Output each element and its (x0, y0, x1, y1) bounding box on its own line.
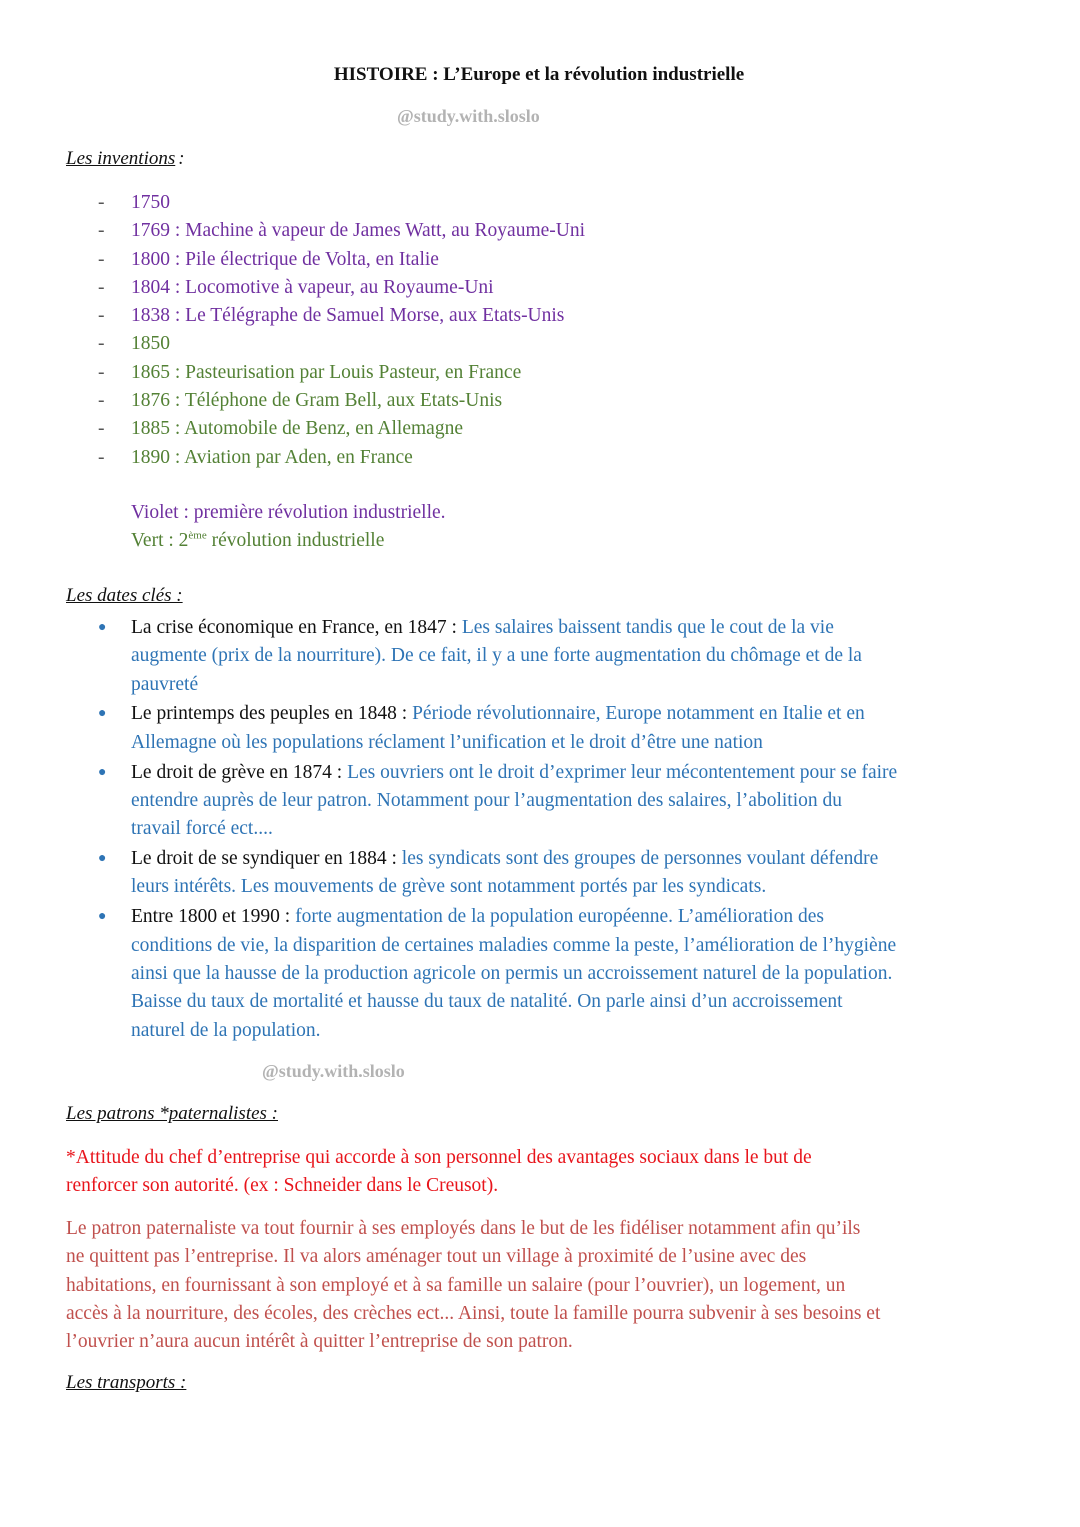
paternalisme-definition (66, 1144, 812, 1201)
date-item-line (131, 729, 865, 757)
date-item-description: leurs intérêts. Les mouvements de grève sont notamment portés par les syndicats. (131, 876, 767, 898)
invention-item (98, 387, 585, 415)
invention-text: 1890 : Aviation par Aden, en France (131, 446, 413, 468)
date-item-content (131, 614, 862, 699)
invention-text: 1885 : Automobile de Benz, en Allemagne (131, 418, 463, 440)
date-item-line (131, 960, 896, 988)
body-line: ne quittent pas l’entreprise. Il va alors aménager tout un village à proximité de l’usine avec des (66, 1246, 807, 1268)
transports-heading: Les transports : (66, 1372, 187, 1393)
date-item-line (131, 614, 862, 642)
dash-bullet-icon: - (98, 361, 105, 383)
dash-bullet-icon: - (98, 333, 105, 355)
invention-text: 1838 : Le Télégraphe de Samuel Morse, aux Etats-Unis (131, 305, 565, 327)
date-item-line (131, 759, 897, 787)
date-item-label: Le droit de grève en 1874 : (131, 761, 348, 783)
invention-item (98, 217, 585, 245)
inventions-heading-text: Les inventions (66, 148, 176, 169)
dash-bullet-icon: - (98, 220, 105, 242)
invention-item (98, 444, 585, 472)
date-item-description: les syndicats sont des groupes de personnes voulant défendre (401, 848, 879, 870)
date-item (98, 700, 897, 757)
date-item-description: Allemagne où les populations réclament l’unification et le droit d’être une nation (131, 731, 763, 753)
legend-vert-text-end: révolution industrielle (206, 530, 385, 552)
date-item (98, 614, 897, 699)
invention-text: 1865 : Pasteurisation par Louis Pasteur, en France (131, 361, 522, 383)
date-item-line (131, 845, 878, 873)
body-line: Le patron paternaliste va tout fournir à ses employés dans le but de les fidéliser notamment afin qu’ils (66, 1218, 861, 1239)
date-item-line (131, 642, 862, 670)
invention-text: 1804 : Locomotive à vapeur, au Royaume-Uni (131, 276, 494, 298)
date-item-label: Le printemps des peuples en 1848 : (131, 703, 413, 725)
invention-text: 1800 : Pile électrique de Volta, en Italie (131, 248, 439, 270)
invention-item (98, 302, 585, 330)
invention-item (98, 189, 585, 217)
invention-text: 1769 : Machine à vapeur de James Watt, au Royaume-Uni (131, 220, 586, 242)
invention-item (98, 246, 585, 274)
invention-text: 1850 (131, 333, 170, 355)
date-item-line (131, 932, 896, 960)
definition-line: renforcer son autorité. (ex : Schneider dans le Creusot). (66, 1175, 499, 1197)
heading-colon: : (178, 148, 185, 169)
invention-text: 1750 (131, 192, 170, 213)
watermark: @study.with.sloslo (397, 106, 540, 126)
date-item-description: Les ouvriers ont le droit d’exprimer leur mécontentement pour se faire (347, 761, 898, 783)
date-item-label: Le droit de se syndiquer en 1884 : (131, 848, 402, 870)
invention-item (98, 359, 585, 387)
dash-bullet-icon: - (98, 305, 105, 327)
invention-item (98, 330, 585, 358)
bullet-icon: ● (98, 851, 107, 867)
date-item-content (131, 903, 896, 1044)
date-item-description: Les salaires baissent tandis que le cout de la vie (461, 617, 834, 638)
legend-vert-sup: ème (188, 529, 207, 542)
bullet-icon: ● (98, 706, 107, 722)
dash-bullet-icon: - (98, 446, 105, 468)
date-item-line (131, 671, 862, 699)
date-item-line (131, 1017, 896, 1045)
date-item-label: Entre 1800 et 1990 : (131, 906, 296, 928)
date-item-description: naturel de la population. (131, 1019, 321, 1041)
color-legend (131, 499, 446, 556)
date-item-description: augmente (prix de la nourriture). De ce fait, il y a une forte augmentation du chômage et de la (131, 645, 862, 667)
legend-violet: Violet : première révolution industrielle. (131, 502, 446, 523)
date-item-content (131, 759, 897, 844)
dash-bullet-icon: - (98, 276, 105, 298)
date-item (98, 845, 897, 902)
date-item-description: Période révolutionnaire, Europe notamment en Italie et en (412, 703, 865, 725)
date-item-description: forte augmentation de la population européenne. L’amélioration des (295, 906, 824, 928)
invention-text: 1876 : Téléphone de Gram Bell, aux Etats-Unis (131, 390, 503, 412)
date-item-description: conditions de vie, la disparition de certaines maladies comme la peste, l’amélioration de l’hygiène (131, 934, 897, 956)
page-title (0, 64, 1080, 86)
bullet-icon: ● (98, 909, 107, 925)
legend-vert (131, 527, 446, 555)
date-item (98, 759, 897, 844)
paternalisme-body (66, 1215, 880, 1356)
date-item-content (131, 700, 865, 757)
date-item-description: Baisse du taux de mortalité et hausse du taux de natalité. On parle ainsi d’un accroissement (131, 991, 843, 1013)
inventions-list (98, 189, 585, 472)
invention-item (98, 274, 585, 302)
watermark-2: @study.with.sloslo (262, 1061, 405, 1081)
date-item-line (131, 873, 878, 901)
date-item-label: La crise économique en France, en 1847 : (131, 617, 462, 638)
dash-bullet-icon: - (98, 192, 105, 213)
definition-line: *Attitude du chef d’entreprise qui accorde à son personnel des avantages sociaux dans le but de (66, 1147, 812, 1168)
legend-vert-text: Vert : 2 (131, 530, 189, 552)
date-item-description: pauvreté (131, 673, 199, 695)
date-item-line (131, 787, 897, 815)
date-item-line (131, 903, 896, 931)
date-item-line (131, 988, 896, 1016)
patrons-heading: Les patrons *paternalistes : (66, 1103, 278, 1124)
date-item-description: ainsi que la hausse de la production agricole on permis un accroissement naturel de la population. (131, 962, 893, 984)
bullet-icon: ● (98, 620, 107, 635)
dash-bullet-icon: - (98, 418, 105, 440)
date-item (98, 903, 897, 1044)
dash-bullet-icon: - (98, 390, 105, 412)
bullet-icon: ● (98, 764, 107, 780)
invention-item (98, 415, 585, 443)
date-item-description: travail forcé ect.... (131, 818, 273, 840)
date-item-line (131, 700, 865, 728)
date-item-line (131, 815, 897, 843)
title-text: HISTOIRE : L’Europe et la révolution industrielle (333, 64, 745, 85)
date-item-content (131, 845, 878, 902)
dates-list (98, 614, 897, 1046)
dates-heading: Les dates clés : (66, 585, 183, 606)
body-line: habitations, en fournissant à son employé et à sa famille un salaire (pour l’ouvrier), un logement, un (66, 1274, 846, 1296)
inventions-heading (66, 148, 185, 170)
body-line: accès à la nourriture, des écoles, des crèches ect... Ainsi, toute la famille pourra subvenir à ses besoins et (66, 1302, 881, 1324)
dash-bullet-icon: - (98, 248, 105, 270)
date-item-description: entendre auprès de leur patron. Notamment pour l’augmentation des salaires, l’abolition du (131, 789, 842, 811)
body-line: l’ouvrier n’aura aucun intérêt à quitter l’entreprise de son patron. (66, 1331, 573, 1353)
